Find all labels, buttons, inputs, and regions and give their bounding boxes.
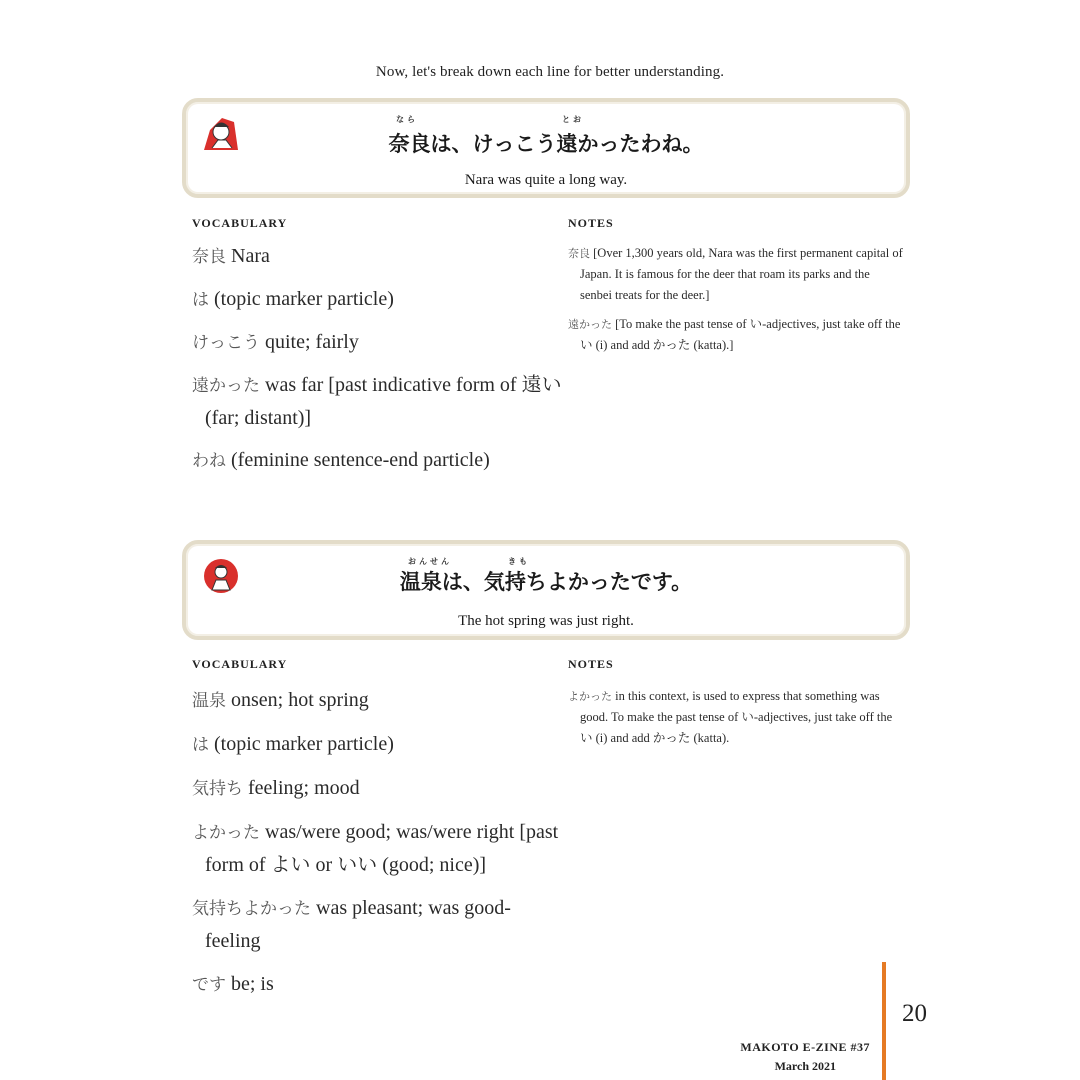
note-item: 奈良 [Over 1,300 years old, Nara was the first permanent capital of Japan. It is famous for the deer that roam its parks and the senbei treats for the deer.] [568, 246, 903, 302]
vocab-item: 温泉 onsen; hot spring [192, 689, 369, 711]
vocabulary-list [192, 684, 562, 1001]
furigana-nara: なら [396, 115, 418, 124]
vocab-item: は (topic marker particle) [192, 288, 394, 310]
footer-accent-rule [882, 962, 886, 1080]
vocab-item: わね (feminine sentence-end particle) [192, 449, 490, 471]
vocab-item: は (topic marker particle) [192, 733, 394, 755]
japanese-line: 奈良は、けっこう遠かったわね。 [388, 132, 704, 156]
notes-list [568, 243, 903, 364]
dialogue-box-1 [182, 98, 910, 198]
furigana-too: とお [562, 115, 584, 124]
zine-date: March 2021 [774, 1059, 836, 1073]
vocab-item: 奈良 Nara [192, 245, 270, 267]
vocabulary-heading: VOCABULARY [192, 216, 288, 230]
furigana-onsen: おんせん [408, 557, 452, 566]
page-number: 20 [902, 1000, 927, 1027]
english-translation: Nara was quite a long way. [464, 172, 628, 188]
dialogue-box-2 [182, 540, 910, 640]
vocab-item: 遠かった was far [past indicative form of 遠い (far; distant)] [192, 374, 562, 429]
intro-text: Now, let's break down each line for better understanding. [375, 64, 725, 80]
vocabulary-heading: VOCABULARY [192, 657, 288, 671]
vocab-item: です be; is [192, 973, 274, 995]
vocabulary-list [192, 240, 562, 477]
vocab-item: けっこう quite; fairly [192, 331, 359, 353]
notes-heading: NOTES [568, 657, 614, 671]
vocab-item: よかった was/were good; was/were right [past form of よい or いい (good; nice)] [192, 821, 559, 876]
furigana-kimo: きも [508, 557, 530, 566]
notes-heading: NOTES [568, 216, 614, 230]
english-translation: The hot spring was just right. [458, 613, 634, 629]
note-item: 遠かった [To make the past tense of い-adjectives, just take off the い (i) and add かった (katta).] [568, 317, 901, 352]
notes-list [568, 686, 903, 757]
japanese-line: 温泉は、気持ちよかったです。 [399, 570, 693, 594]
note-item: よかった in this context, is used to express that something was good. To make the past tense of い-adjectives, just take off the い (i) and add かった (katta). [568, 689, 893, 745]
vocab-item: 気持ち feeling; mood [192, 777, 360, 799]
zine-title: MAKOTO E-ZINE #37 [740, 1040, 870, 1054]
vocab-item: 気持ちよかった was pleasant; was good-feeling [192, 897, 511, 952]
